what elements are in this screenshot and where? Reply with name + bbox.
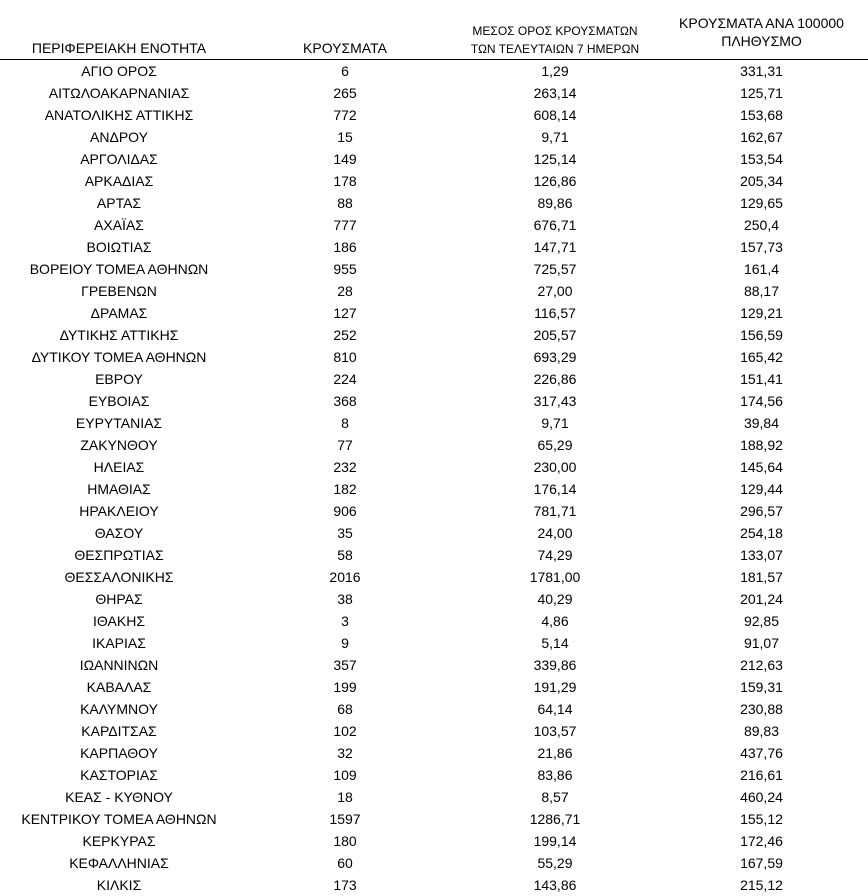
- region-cell: ΚΑΣΤΟΡΙΑΣ: [80, 767, 158, 783]
- cases-cell: 199: [333, 679, 357, 695]
- cases-cell: 2016: [329, 569, 361, 585]
- table-row: [0, 566, 868, 588]
- per100k-cell: 296,57: [740, 503, 783, 519]
- avg7-cell: 5,14: [541, 635, 569, 651]
- header-avg7-line1: ΜΕΣΟΣ ΟΡΟΣ ΚΡΟΥΣΜΑΤΩΝ: [472, 24, 638, 38]
- cases-cell: 186: [333, 239, 357, 255]
- region-cell: ΔΥΤΙΚΟΥ ΤΟΜΕΑ ΑΘΗΝΩΝ: [31, 349, 207, 365]
- header-per100k-line1: ΚΡΟΥΣΜΑΤΑ ΑΝΑ 100000: [679, 15, 844, 31]
- avg7-cell: 230,00: [533, 459, 577, 475]
- table-row: [0, 610, 868, 632]
- cases-cell: 18: [337, 789, 353, 805]
- region-cell: ΗΡΑΚΛΕΙΟΥ: [79, 503, 159, 519]
- avg7-cell: 83,86: [537, 767, 573, 783]
- avg7-cell: 176,14: [533, 481, 577, 497]
- region-cell: ΕΒΡΟΥ: [95, 371, 143, 387]
- cases-cell: 3: [341, 613, 349, 629]
- cases-cell: 772: [333, 107, 357, 123]
- region-cell: ΑΡΤΑΣ: [96, 195, 142, 211]
- table-row: [0, 764, 868, 786]
- table-row: [0, 456, 868, 478]
- table-row: [0, 808, 868, 830]
- per100k-cell: 174,56: [740, 393, 783, 409]
- region-cell: ΑΝΔΡΟΥ: [90, 129, 148, 145]
- cases-cell: 368: [333, 393, 357, 409]
- table-row: [0, 698, 868, 720]
- region-cell: ΚΑΒΑΛΑΣ: [86, 679, 152, 695]
- region-cell: ΑΝΑΤΟΛΙΚΗΣ ΑΤΤΙΚΗΣ: [44, 107, 194, 123]
- per100k-cell: 133,07: [740, 547, 783, 563]
- avg7-cell: 64,14: [537, 701, 573, 717]
- table-row: [0, 676, 868, 698]
- avg7-cell: 143,86: [533, 877, 577, 893]
- per100k-cell: 153,54: [740, 151, 783, 167]
- avg7-cell: 103,57: [533, 723, 577, 739]
- avg7-cell: 21,86: [537, 745, 573, 761]
- cases-cell: 357: [333, 657, 357, 673]
- region-cell: ΕΥΒΟΙΑΣ: [88, 393, 150, 409]
- per100k-cell: 157,73: [740, 239, 783, 255]
- region-cell: ΚΑΛΥΜΝΟΥ: [80, 701, 158, 717]
- header-per100k-line2: ΠΛΗΘΥΣΜΟ: [721, 33, 802, 49]
- per100k-cell: 89,83: [743, 723, 780, 739]
- cases-cell: 68: [337, 701, 353, 717]
- table-row: [0, 544, 868, 566]
- table-row: [0, 500, 868, 522]
- cases-cell: 224: [333, 371, 357, 387]
- region-cell: ΘΕΣΠΡΩΤΙΑΣ: [74, 547, 164, 563]
- cases-cell: 28: [337, 283, 353, 299]
- cases-cell: 109: [333, 767, 357, 783]
- cases-cell: 149: [333, 151, 357, 167]
- cases-cell: 60: [337, 855, 353, 871]
- table-row: [0, 412, 868, 434]
- per100k-cell: 205,34: [740, 173, 783, 189]
- avg7-cell: 725,57: [533, 261, 577, 277]
- table-row: [0, 324, 868, 346]
- table-row: [0, 654, 868, 676]
- region-cell: ΔΡΑΜΑΣ: [90, 305, 148, 321]
- region-cell: ΔΥΤΙΚΗΣ ΑΤΤΙΚΗΣ: [59, 327, 179, 343]
- per100k-cell: 216,61: [740, 767, 783, 783]
- cases-cell: 32: [337, 745, 353, 761]
- region-cell: ΙΚΑΡΙΑΣ: [92, 635, 146, 651]
- avg7-cell: 125,14: [533, 151, 577, 167]
- table-row: [0, 368, 868, 390]
- avg7-cell: 693,29: [533, 349, 577, 365]
- avg7-cell: 24,00: [537, 525, 573, 541]
- avg7-cell: 126,86: [533, 173, 577, 189]
- table-row: [0, 522, 868, 544]
- avg7-cell: 9,71: [541, 129, 569, 145]
- table-row: [0, 258, 868, 280]
- region-cell: ΘΗΡΑΣ: [95, 591, 143, 607]
- per100k-cell: 181,57: [740, 569, 783, 585]
- per100k-cell: 331,31: [740, 63, 783, 79]
- cases-cell: 180: [333, 833, 357, 849]
- region-cell: ΘΕΣΣΑΛΟΝΙΚΗΣ: [64, 569, 174, 585]
- per100k-cell: 161,4: [743, 261, 780, 277]
- avg7-cell: 1,29: [541, 63, 569, 79]
- avg7-cell: 9,71: [541, 415, 569, 431]
- avg7-cell: 89,86: [537, 195, 573, 211]
- table-row: [0, 148, 868, 170]
- region-cell: ΚΑΡΠΑΘΟΥ: [80, 745, 158, 761]
- region-cell: ΙΩΑΝΝΙΝΩΝ: [79, 657, 159, 673]
- table-row: [0, 434, 868, 456]
- header-avg7: [450, 22, 660, 58]
- header-per100k: [655, 14, 868, 50]
- per100k-cell: 165,42: [740, 349, 783, 365]
- region-cell: ΙΘΑΚΗΣ: [93, 613, 145, 629]
- per100k-cell: 172,46: [740, 833, 783, 849]
- avg7-cell: 40,29: [537, 591, 573, 607]
- header-cases: ΚΡΟΥΣΜΑΤΑ: [303, 40, 387, 56]
- table-row: [0, 302, 868, 324]
- per100k-cell: 145,64: [740, 459, 783, 475]
- avg7-cell: 339,86: [533, 657, 577, 673]
- table-row: [0, 852, 868, 874]
- region-cell: ΒΟΡΕΙΟΥ ΤΟΜΕΑ ΑΘΗΝΩΝ: [29, 261, 209, 277]
- avg7-cell: 205,57: [533, 327, 577, 343]
- per100k-cell: 215,12: [740, 877, 783, 893]
- region-cell: ΚΙΛΚΙΣ: [96, 877, 142, 893]
- avg7-cell: 676,71: [533, 217, 577, 233]
- region-cell: ΑΧΑΪΑΣ: [94, 217, 144, 233]
- avg7-cell: 74,29: [537, 547, 573, 563]
- header-region: ΠΕΡΙΦΕΡΕΙΑΚΗ ΕΝΟΤΗΤΑ: [31, 40, 207, 56]
- table-row: [0, 126, 868, 148]
- avg7-cell: 226,86: [533, 371, 577, 387]
- table-row: [0, 214, 868, 236]
- region-cell: ΕΥΡΥΤΑΝΙΑΣ: [75, 415, 163, 431]
- region-cell: ΚΕΝΤΡΙΚΟΥ ΤΟΜΕΑ ΑΘΗΝΩΝ: [21, 811, 217, 827]
- per100k-cell: 167,59: [740, 855, 783, 871]
- avg7-cell: 781,71: [533, 503, 577, 519]
- avg7-cell: 191,29: [533, 679, 577, 695]
- per100k-cell: 159,31: [740, 679, 783, 695]
- avg7-cell: 263,14: [533, 85, 577, 101]
- table-row: [0, 170, 868, 192]
- per100k-cell: 88,17: [743, 283, 780, 299]
- table-row: [0, 742, 868, 764]
- avg7-cell: 116,57: [534, 305, 576, 321]
- table-row: [0, 82, 868, 104]
- per100k-cell: 156,59: [740, 327, 783, 343]
- per100k-cell: 254,18: [740, 525, 783, 541]
- table-row: [0, 104, 868, 126]
- avg7-cell: 317,43: [533, 393, 577, 409]
- region-cell: ΚΕΦΑΛΛΗΝΙΑΣ: [69, 855, 169, 871]
- per100k-cell: 162,67: [740, 129, 783, 145]
- cases-cell: 178: [333, 173, 357, 189]
- cases-cell: 77: [337, 437, 353, 453]
- region-cell: ΑΙΤΩΛΟΑΚΑΡΝΑΝΙΑΣ: [48, 85, 190, 101]
- table-row: [0, 60, 868, 82]
- table-row: [0, 786, 868, 808]
- per100k-cell: 129,44: [740, 481, 783, 497]
- avg7-cell: 1286,71: [529, 811, 581, 827]
- per100k-cell: 201,24: [740, 591, 783, 607]
- cases-cell: 102: [333, 723, 357, 739]
- region-cell: ΗΜΑΘΙΑΣ: [87, 481, 151, 497]
- per100k-cell: 129,65: [740, 195, 783, 211]
- region-cell: ΚΑΡΔΙΤΣΑΣ: [81, 723, 157, 739]
- table-row: [0, 236, 868, 258]
- per100k-cell: 250,4: [743, 217, 780, 233]
- avg7-cell: 65,29: [537, 437, 573, 453]
- cases-cell: 38: [337, 591, 353, 607]
- avg7-cell: 1781,00: [529, 569, 581, 585]
- region-cell: ΑΡΓΟΛΙΔΑΣ: [80, 151, 158, 167]
- avg7-cell: 4,86: [541, 613, 569, 629]
- cases-cell: 182: [333, 481, 357, 497]
- table-row: [0, 588, 868, 610]
- table-row: [0, 192, 868, 214]
- table-row: [0, 720, 868, 742]
- per100k-cell: 460,24: [740, 789, 783, 805]
- cases-cell: 906: [333, 503, 357, 519]
- cases-cell: 58: [337, 547, 353, 563]
- header-avg7-line2: ΤΩΝ ΤΕΛΕΥΤΑΙΩΝ 7 ΗΜΕΡΩΝ: [470, 42, 640, 56]
- table-row: [0, 346, 868, 368]
- avg7-cell: 608,14: [533, 107, 577, 123]
- avg7-cell: 55,29: [537, 855, 573, 871]
- cases-cell: 35: [337, 525, 353, 541]
- cases-cell: 252: [333, 327, 357, 343]
- table-row: [0, 280, 868, 302]
- cases-cell: 127: [333, 305, 357, 321]
- cases-cell: 265: [333, 85, 357, 101]
- region-cell: ΚΕΡΚΥΡΑΣ: [82, 833, 156, 849]
- cases-cell: 6: [341, 63, 349, 79]
- per100k-cell: 155,12: [740, 811, 783, 827]
- region-cell: ΑΡΚΑΔΙΑΣ: [84, 173, 154, 189]
- cases-cell: 173: [333, 877, 357, 893]
- per100k-cell: 39,84: [743, 415, 780, 431]
- avg7-cell: 8,57: [541, 789, 569, 805]
- region-cell: ΖΑΚΥΝΘΟΥ: [80, 437, 158, 453]
- cases-cell: 232: [333, 459, 357, 475]
- cases-cell: 9: [341, 635, 349, 651]
- region-cell: ΚΕΑΣ - ΚΥΘΝΟΥ: [65, 789, 173, 805]
- region-cell: ΘΑΣΟΥ: [94, 525, 144, 541]
- avg7-cell: 27,00: [537, 283, 573, 299]
- avg7-cell: 199,14: [533, 833, 577, 849]
- region-cell: ΗΛΕΙΑΣ: [93, 459, 145, 475]
- table-row: [0, 478, 868, 500]
- table-row: [0, 830, 868, 852]
- region-cell: ΑΓΙΟ ΟΡΟΣ: [81, 63, 157, 79]
- region-cell: ΒΟΙΩΤΙΑΣ: [86, 239, 152, 255]
- per100k-cell: 437,76: [740, 745, 783, 761]
- cases-cell: 955: [333, 261, 357, 277]
- per100k-cell: 129,21: [740, 305, 783, 321]
- cases-cell: 8: [341, 415, 349, 431]
- table-row: [0, 390, 868, 412]
- per100k-cell: 230,88: [740, 701, 783, 717]
- avg7-cell: 147,71: [533, 239, 577, 255]
- region-cell: ΓΡΕΒΕΝΩΝ: [81, 283, 157, 299]
- table-body: [0, 60, 868, 896]
- per100k-cell: 153,68: [740, 107, 783, 123]
- cases-cell: 810: [333, 349, 357, 365]
- table-row: [0, 632, 868, 654]
- cases-cell: 15: [337, 129, 353, 145]
- cases-cell: 1597: [329, 811, 361, 827]
- per100k-cell: 92,85: [743, 613, 780, 629]
- per100k-cell: 212,63: [740, 657, 783, 673]
- per100k-cell: 91,07: [743, 635, 780, 651]
- per100k-cell: 125,71: [740, 85, 783, 101]
- per100k-cell: 188,92: [740, 437, 783, 453]
- table-row: [0, 874, 868, 896]
- cases-cell: 777: [333, 217, 357, 233]
- per100k-cell: 151,41: [740, 371, 783, 387]
- cases-cell: 88: [337, 195, 353, 211]
